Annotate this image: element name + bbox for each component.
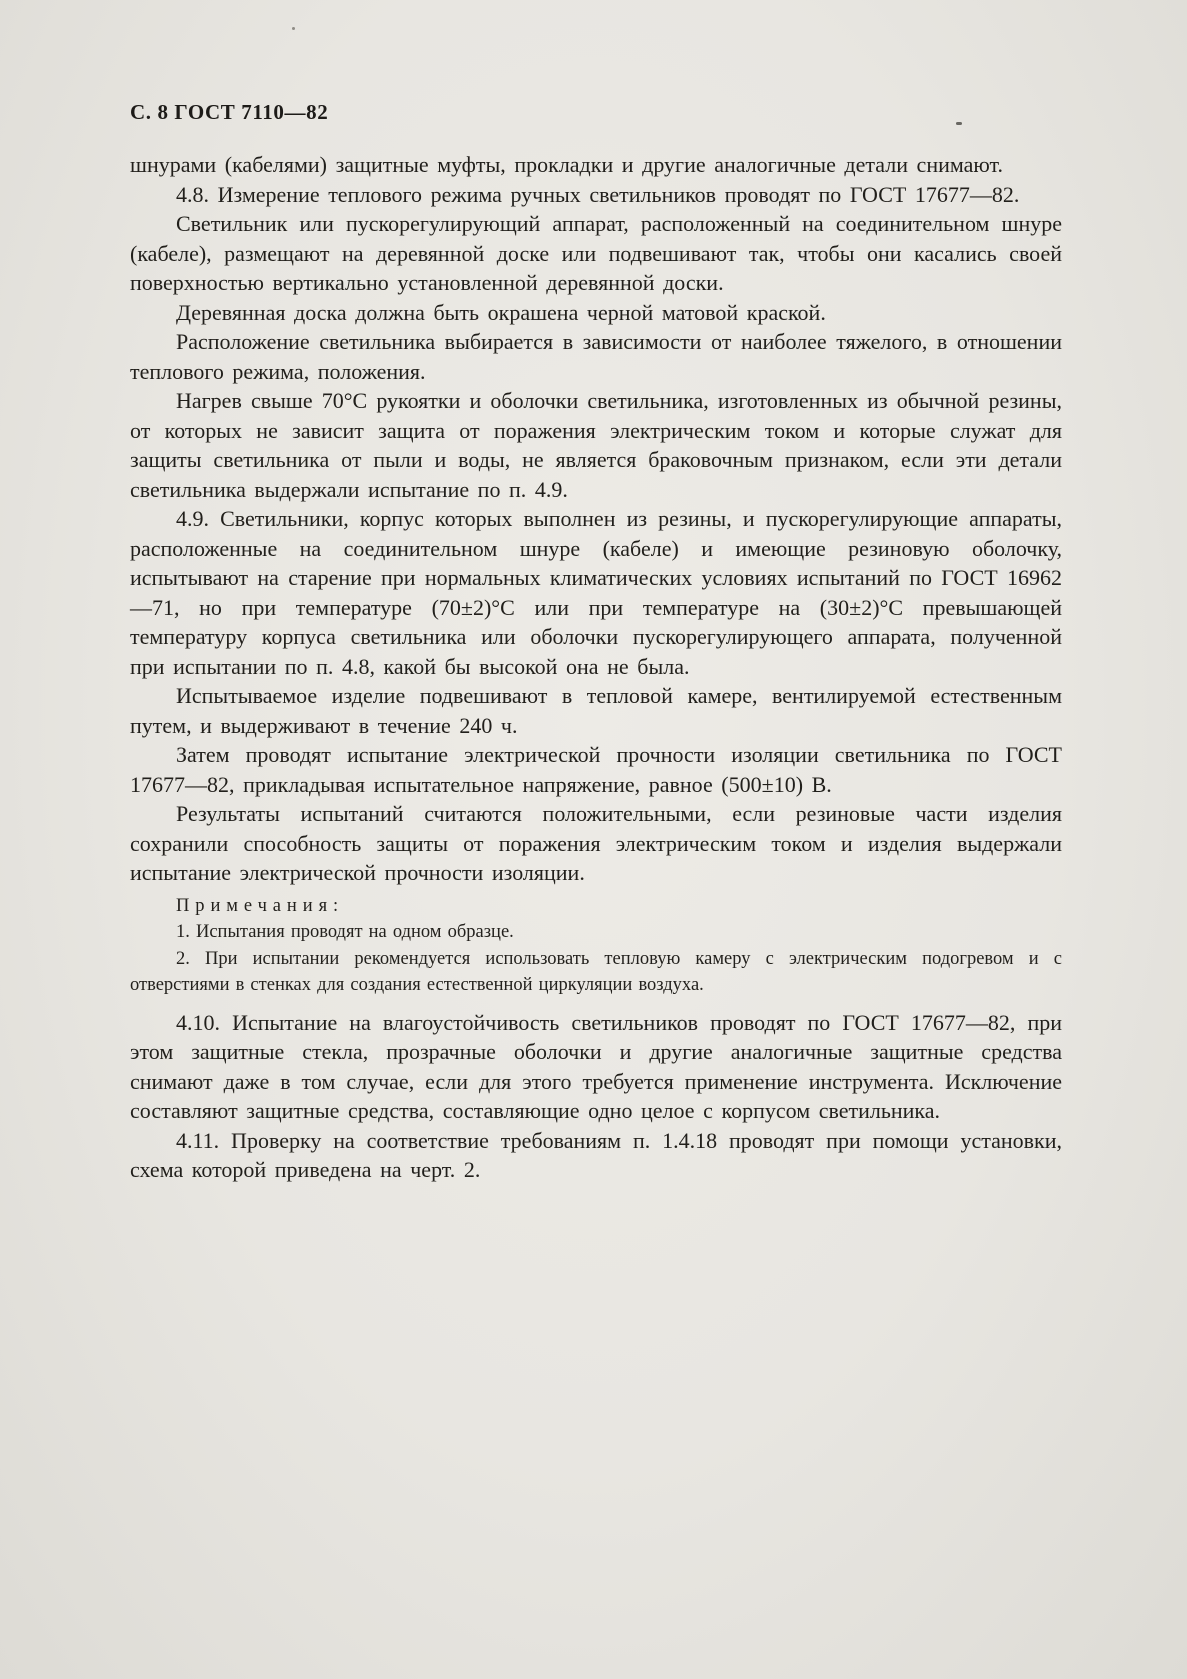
- paragraph: Нагрев свыше 70°С рукоятки и оболочки светильника, изготовленных из обычной резины, от которых не зависит защита от поражения электрическим током и которые служат для защиты светильника от пыли и воды, не является браковочным признаком, если эти детали светильника выдержали испытание по п. 4.9.: [130, 388, 1062, 502]
- paragraph: 4.9. Светильники, корпус которых выполнен из резины, и пускорегулирующие аппараты, расположенные на соединительном шнуре (кабеле) и имеющие резиновую оболочку, испытывают на старение при нормальных климатических условиях испытаний по ГОСТ 16962—71, но при температуре (70±2)°С или при температуре на (30±2)°С превышающей температуру корпуса светильника или оболочки пускорегулирующего аппарата, полученной при испытании по п. 4.8, какой бы высокой она не была.: [130, 506, 1062, 679]
- note-item: 2. При испытании рекомендуется использовать тепловую камеру с электрическим подогревом и с отверстиями в стенках для создания естественной циркуляции воздуха.: [130, 948, 1062, 995]
- paragraph: Испытываемое изделие подвешивают в тепловой камере, вентилируемой естественным путем, и выдерживают в течение 240 ч.: [130, 683, 1062, 738]
- notes-heading: Примечания:: [176, 895, 345, 916]
- paragraph: Результаты испытаний считаются положительными, если резиновые части изделия сохранили способность защиты от поражения электрическим током и изделия выдержали испытание электрической прочности изоляции.: [130, 801, 1062, 885]
- paragraph: 4.10. Испытание на влагоустойчивость светильников проводят по ГОСТ 17677—82, при этом защитные стекла, прозрачные оболочки и другие аналогичные защитные средства снимают даже в том случае, если для этого требуется применение инструмента. Исключение составляют защитные средства, составляющие одно целое с корпусом светильника.: [130, 1009, 1062, 1123]
- paragraph: 4.11. Проверку на соответствие требованиям п. 1.4.18 проводят при помощи установки, схема которой приведена на черт. 2.: [130, 1127, 1062, 1182]
- document-body: [130, 150, 1062, 1185]
- scan-artifact-mark: [956, 122, 962, 125]
- paragraph: 4.8. Измерение теплового режима ручных светильников проводят по ГОСТ 17677—82.: [176, 181, 1020, 207]
- paragraph: Затем проводят испытание электрической прочности изоляции светильника по ГОСТ 17677—82, прикладывая испытательное напряжение, равное (500±10) В.: [130, 742, 1062, 797]
- notes-section: [130, 893, 1062, 999]
- page-header-text: С. 8 ГОСТ 7110—82: [130, 100, 329, 124]
- page-header: [130, 100, 328, 125]
- scan-artifact-dot: [292, 27, 295, 30]
- paragraph: Деревянная доска должна быть окрашена черной матовой краской.: [176, 299, 826, 325]
- paragraph: Светильник или пускорегулирующий аппарат, расположенный на соединительном шнуре (кабеле), размещают на деревянной доске или подвешивают так, чтобы они касались своей поверхностью вертикально установленной деревянной доски.: [130, 211, 1062, 295]
- note-item: 1. Испытания проводят на одном образце.: [176, 922, 514, 942]
- paragraph: шнурами (кабелями) защитные муфты, прокладки и другие аналогичные детали снимают.: [130, 152, 1004, 177]
- paragraph: Расположение светильника выбирается в зависимости от наиболее тяжелого, в отношении теплового режима, положения.: [130, 329, 1062, 384]
